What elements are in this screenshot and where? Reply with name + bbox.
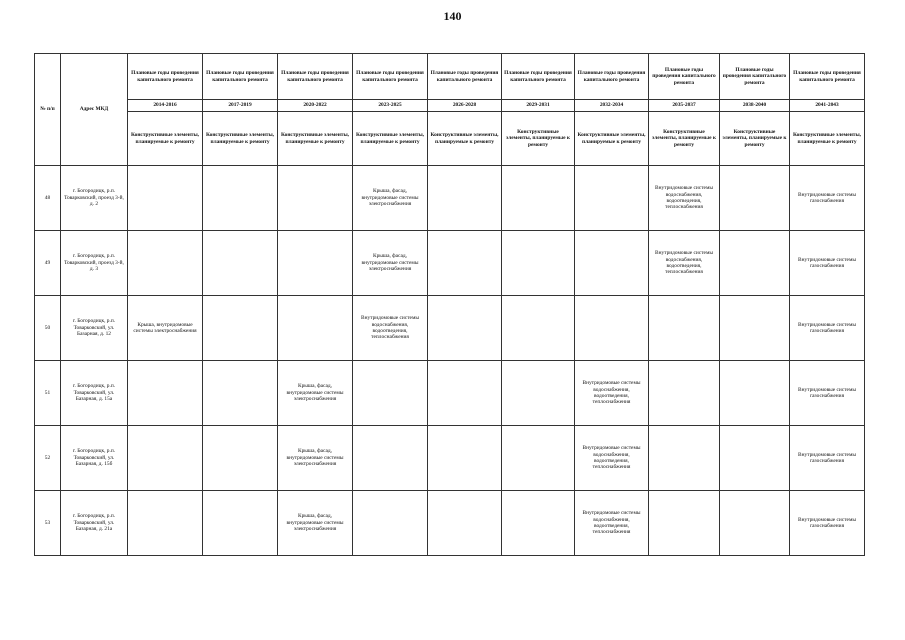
repair-cell: Внутридомовые системы газоснабжения — [790, 296, 865, 361]
header-num: № п/п — [35, 54, 61, 166]
repair-cell — [203, 231, 278, 296]
header-elements-cell: Конструктивные элементы, планируемые к ремонту — [203, 112, 278, 166]
table-row — [35, 491, 865, 556]
repair-cell — [128, 166, 203, 231]
repair-cell — [128, 426, 203, 491]
repair-cell — [278, 166, 353, 231]
row-address: г. Богородицк, р.п. Товарковский, ул. Базарная, д. 12 — [61, 296, 128, 361]
repair-cell — [720, 491, 790, 556]
header-period-2032-2034: 2032-2034 — [575, 100, 649, 112]
header-elements-cell: Конструктивные элементы, планируемые к ремонту — [428, 112, 502, 166]
header-plan-cell: Плановые годы проведения капитального ремонта — [428, 54, 502, 100]
header-elements-cell: Конструктивные элементы, планируемые к ремонту — [353, 112, 428, 166]
row-number: 51 — [35, 361, 61, 426]
header-period-2014-2016: 2014-2016 — [128, 100, 203, 112]
repair-cell — [502, 491, 575, 556]
table-row — [35, 296, 865, 361]
repair-cell — [720, 296, 790, 361]
header-elements-cell: Конструктивные элементы, планируемые к ремонту — [575, 112, 649, 166]
repair-cell — [649, 361, 720, 426]
header-period-2023-2025: 2023-2025 — [353, 100, 428, 112]
repair-cell — [575, 296, 649, 361]
repair-cell — [428, 296, 502, 361]
repair-cell — [575, 166, 649, 231]
row-address: г. Богородицк, р.п. Товарковский, ул. Базарная, д. 15а — [61, 361, 128, 426]
header-plan-cell: Плановые годы проведения капитального ремонта — [649, 54, 720, 100]
header-elements-cell: Конструктивные элементы, планируемые к ремонту — [790, 112, 865, 166]
repair-cell — [203, 426, 278, 491]
repair-cell — [428, 361, 502, 426]
repair-cell — [128, 491, 203, 556]
repair-cell — [502, 166, 575, 231]
row-address: г. Богородицк, р.п. Товарковский, проезд 3-й, д. 3 — [61, 231, 128, 296]
header-years-row — [35, 100, 865, 112]
repair-cell: Крыша, фасад, внутридомовые системы электроснабжения — [278, 361, 353, 426]
header-plan-row — [35, 54, 865, 100]
header-period-2041-2043: 2041-2043 — [790, 100, 865, 112]
header-period-2020-2022: 2020-2022 — [278, 100, 353, 112]
row-number: 52 — [35, 426, 61, 491]
repair-cell — [203, 361, 278, 426]
repair-cell — [575, 231, 649, 296]
header-elements-row — [35, 112, 865, 166]
repair-cell — [203, 296, 278, 361]
repair-cell: Внутридомовые системы газоснабжения — [790, 491, 865, 556]
repair-cell — [502, 231, 575, 296]
repair-cell — [720, 231, 790, 296]
row-number: 53 — [35, 491, 61, 556]
row-address: г. Богородицк, р.п. Товарковский, ул. Базарная, д. 15б — [61, 426, 128, 491]
repair-cell — [720, 361, 790, 426]
repair-cell — [428, 231, 502, 296]
header-address: Адрес МКД — [61, 54, 128, 166]
repair-cell — [278, 231, 353, 296]
row-number: 49 — [35, 231, 61, 296]
header-elements-cell: Конструктивные элементы, планируемые к ремонту — [720, 112, 790, 166]
header-plan-cell: Плановые годы проведения капитального ремонта — [790, 54, 865, 100]
header-period-2038-2040: 2038-2040 — [720, 100, 790, 112]
header-elements-cell: Конструктивные элементы, планируемые к ремонту — [128, 112, 203, 166]
header-plan-cell: Плановые годы проведения капитального ремонта — [720, 54, 790, 100]
repair-cell — [502, 361, 575, 426]
repair-cell: Внутридомовые системы водоснабжения, водоотведения, теплоснабжения — [575, 491, 649, 556]
header-period-2029-2031: 2029-2031 — [502, 100, 575, 112]
header-plan-cell: Плановые годы проведения капитального ремонта — [575, 54, 649, 100]
page-number: 140 — [443, 9, 462, 23]
header-elements-cell: Конструктивные элементы, планируемые к ремонту — [649, 112, 720, 166]
header-plan-cell: Плановые годы проведения капитального ремонта — [278, 54, 353, 100]
repair-cell — [428, 491, 502, 556]
repair-cell: Внутридомовые системы водоснабжения, водоотведения, теплоснабжения — [575, 426, 649, 491]
repair-cell — [203, 166, 278, 231]
header-period-2035-2037: 2035-2037 — [649, 100, 720, 112]
repair-cell — [720, 166, 790, 231]
repair-cell: Внутридомовые системы газоснабжения — [790, 426, 865, 491]
header-plan-cell: Плановые годы проведения капитального ремонта — [128, 54, 203, 100]
header-period-2026-2028: 2026-2028 — [428, 100, 502, 112]
repair-cell: Крыша, фасад, внутридомовые системы электроснабжения — [353, 166, 428, 231]
repair-cell — [128, 361, 203, 426]
repair-cell: Крыша, фасад, внутридомовые системы электроснабжения — [353, 231, 428, 296]
row-address: г. Богородицк, р.п. Товарковский, ул. Базарная, д. 21а — [61, 491, 128, 556]
repair-cell — [649, 491, 720, 556]
header-period-2017-2019: 2017-2019 — [203, 100, 278, 112]
repair-cell: Крыша, фасад, внутридомовые системы электроснабжения — [278, 491, 353, 556]
repair-cell — [428, 426, 502, 491]
row-address: г. Богородицк, р.п. Товарковский, проезд 3-й, д. 2 — [61, 166, 128, 231]
table-row — [35, 231, 865, 296]
header-plan-cell: Плановые годы проведения капитального ремонта — [203, 54, 278, 100]
header-plan-cell: Плановые годы проведения капитального ремонта — [353, 54, 428, 100]
row-number: 50 — [35, 296, 61, 361]
repair-cell: Внутридомовые системы газоснабжения — [790, 361, 865, 426]
repair-cell: Внутридомовые системы водоснабжения, водоотведения, теплоснабжения — [649, 166, 720, 231]
repair-cell — [128, 231, 203, 296]
capital-repair-schedule-table — [34, 53, 865, 556]
repair-cell — [649, 426, 720, 491]
repair-cell — [649, 296, 720, 361]
repair-cell — [502, 426, 575, 491]
table-row — [35, 426, 865, 491]
repair-cell: Внутридомовые системы газоснабжения — [790, 231, 865, 296]
repair-cell: Внутридомовые системы газоснабжения — [790, 166, 865, 231]
header-elements-cell: Конструктивные элементы, планируемые к ремонту — [502, 112, 575, 166]
repair-cell — [720, 426, 790, 491]
repair-cell — [353, 426, 428, 491]
repair-cell — [502, 296, 575, 361]
repair-cell: Крыша, фасад, внутридомовые системы электроснабжения — [278, 426, 353, 491]
repair-cell — [353, 361, 428, 426]
repair-cell — [428, 166, 502, 231]
repair-cell: Внутридомовые системы водоснабжения, водоотведения, теплоснабжения — [353, 296, 428, 361]
table-row — [35, 166, 865, 231]
table-row — [35, 361, 865, 426]
row-number: 48 — [35, 166, 61, 231]
repair-cell — [278, 296, 353, 361]
repair-cell: Внутридомовые системы водоснабжения, водоотведения, теплоснабжения — [575, 361, 649, 426]
repair-cell — [203, 491, 278, 556]
repair-cell: Внутридомовые системы водоснабжения, водоотведения, теплоснабжения — [649, 231, 720, 296]
repair-cell — [353, 491, 428, 556]
header-plan-cell: Плановые годы проведения капитального ремонта — [502, 54, 575, 100]
header-elements-cell: Конструктивные элементы, планируемые к ремонту — [278, 112, 353, 166]
repair-cell: Крыша, внутридомовые системы электроснабжения — [128, 296, 203, 361]
